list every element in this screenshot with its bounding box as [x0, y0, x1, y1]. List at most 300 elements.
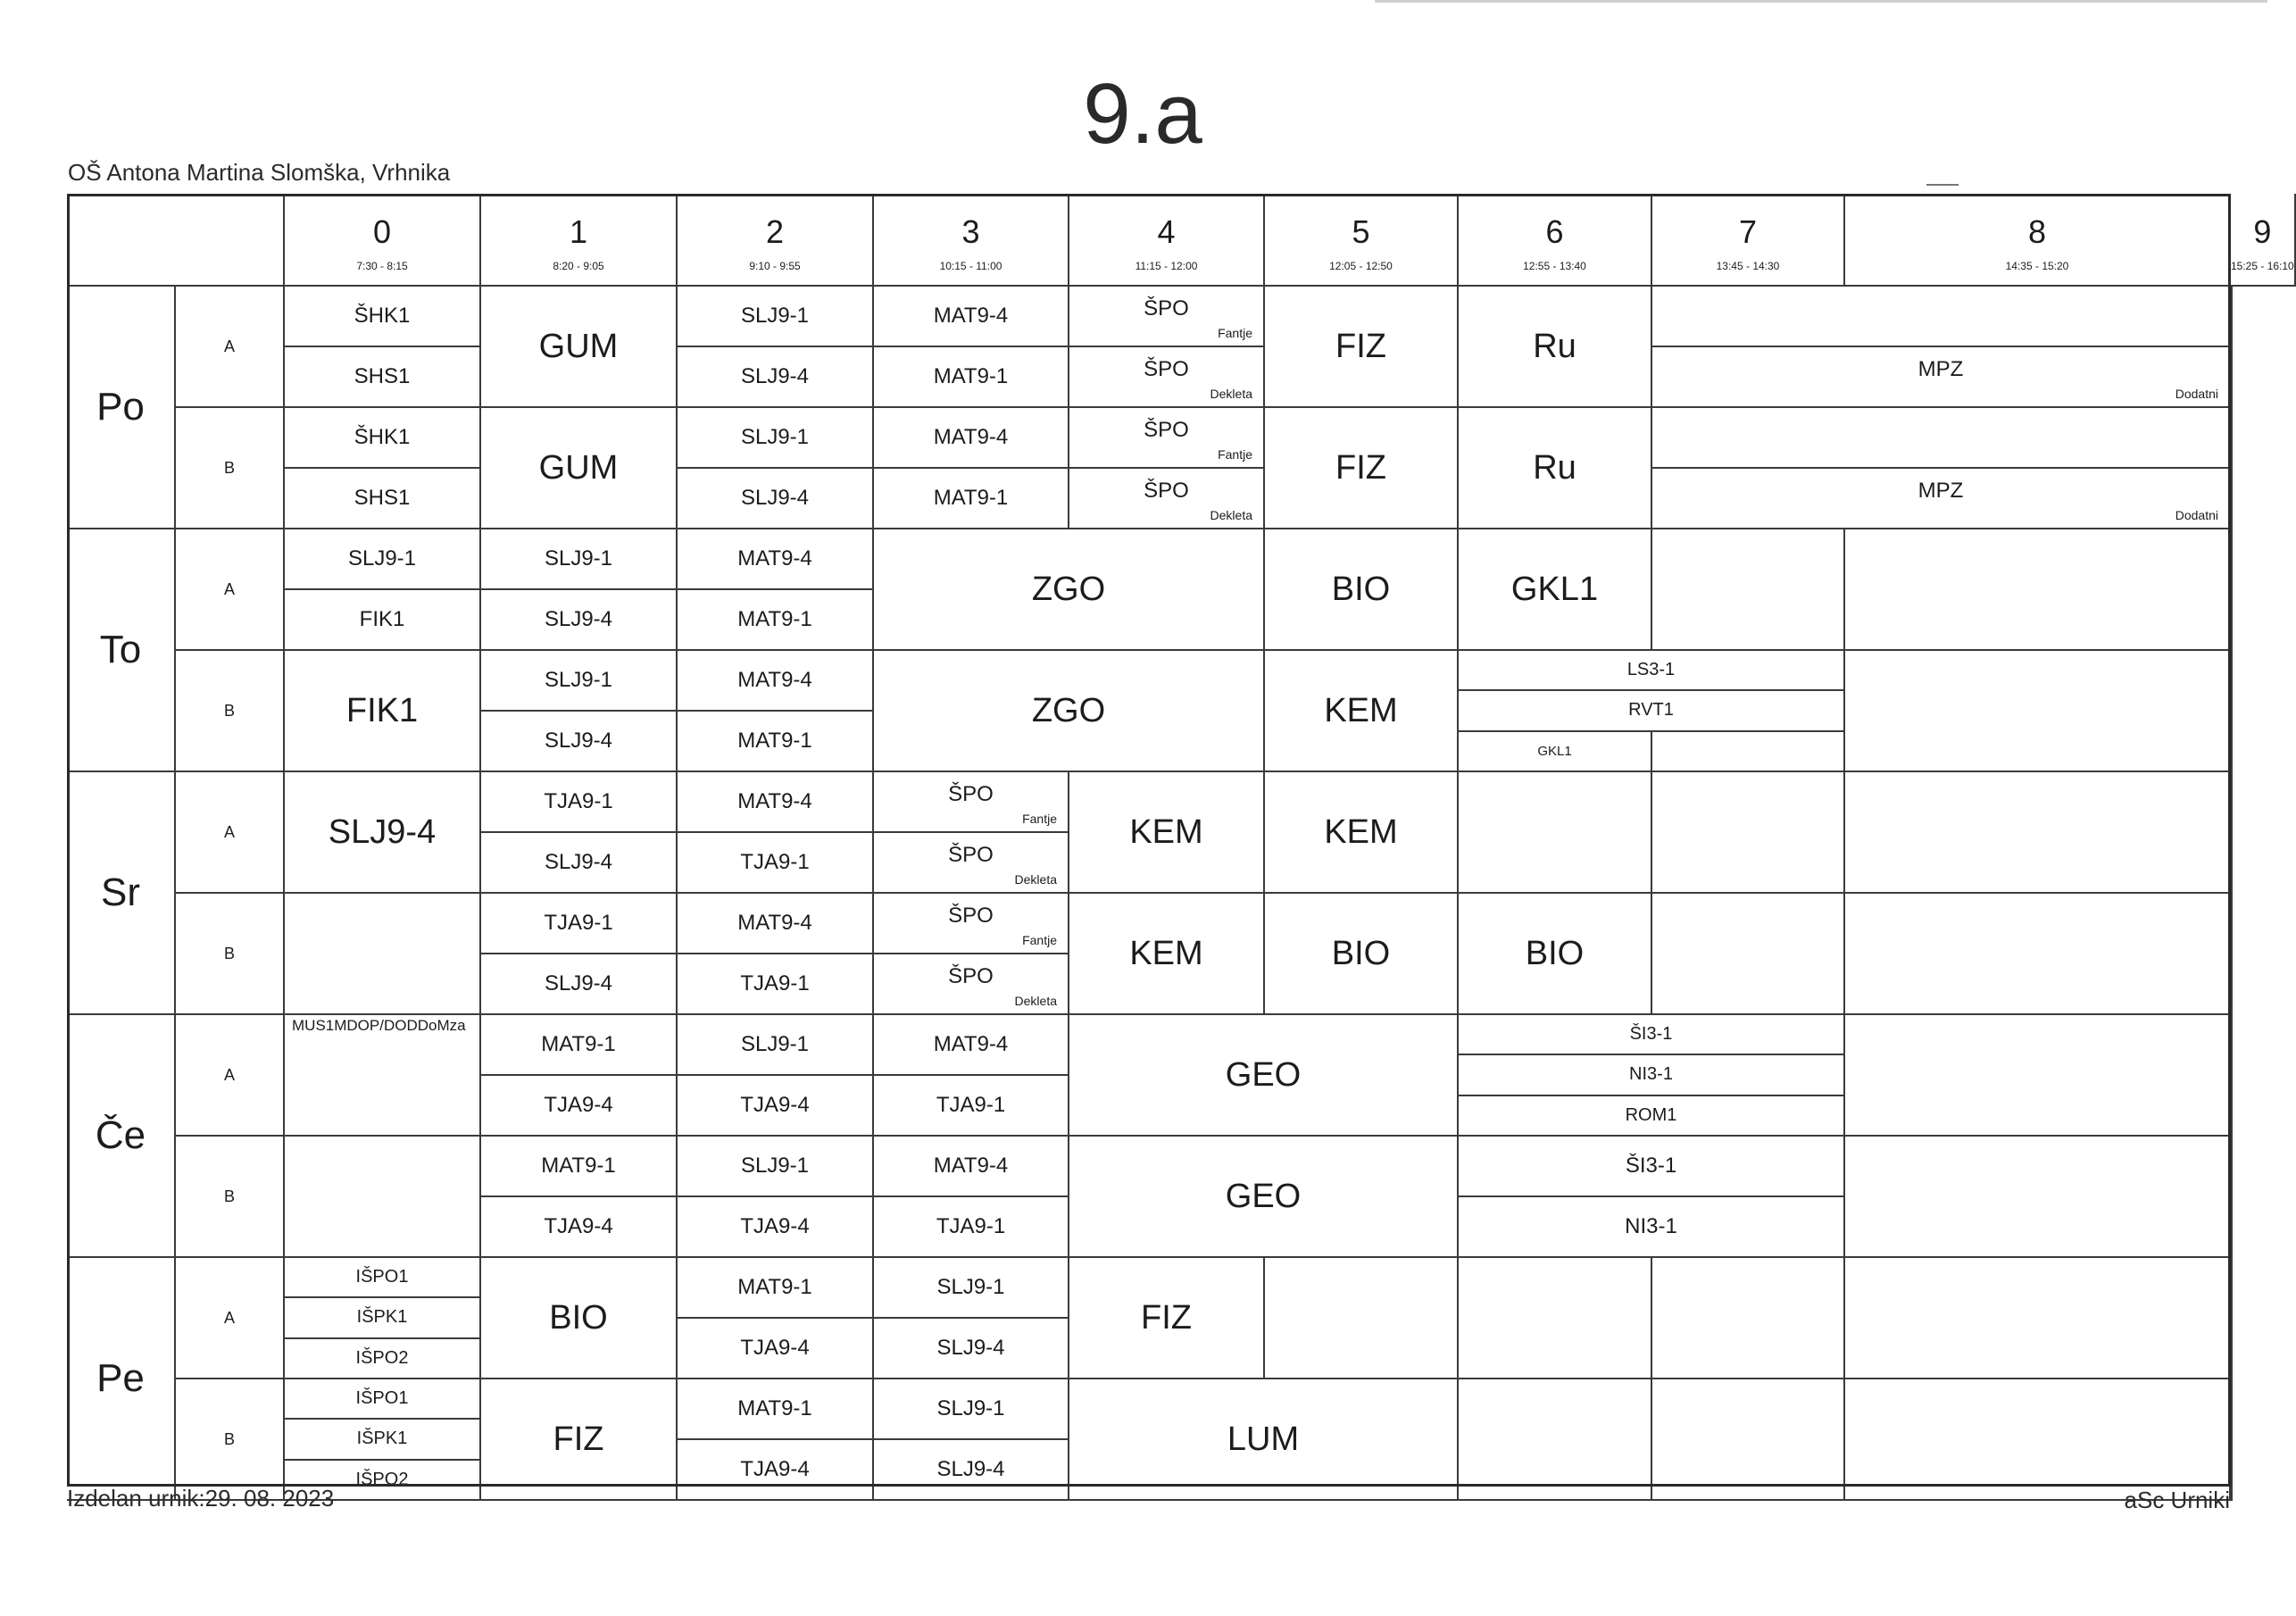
week-label	[176, 651, 285, 772]
lesson-subject: GUM	[538, 448, 619, 487]
week-letter: B	[223, 944, 235, 962]
lesson-spo	[1069, 287, 1265, 347]
lesson-note: Dekleta	[1210, 387, 1252, 401]
lesson-subject: TJA9-4	[544, 1093, 613, 1117]
empty-slot	[1652, 1379, 1845, 1501]
lesson-subject: ŠPO	[1144, 357, 1189, 381]
lesson-subject: KEM	[1324, 691, 1398, 729]
lesson-subject: MAT9-1	[737, 1396, 812, 1420]
lesson-subject: MAT9-4	[737, 911, 812, 935]
day-name: Če	[95, 1113, 146, 1157]
lesson-mat91	[874, 469, 1069, 529]
lesson-tja94	[678, 1076, 874, 1137]
week-letter: A	[223, 1308, 235, 1327]
lesson-subject: ŠI3-1	[1625, 1154, 1677, 1178]
lesson-note: Dekleta	[1210, 508, 1252, 522]
lesson-mat91	[678, 590, 874, 651]
period-time: 12:05 - 12:50	[1329, 260, 1393, 272]
lesson-tja91	[678, 833, 874, 894]
lesson-subject: SLJ9-1	[544, 546, 613, 571]
lesson-subject: FIZ	[1335, 327, 1386, 365]
lesson-subject: SLJ9-4	[936, 1457, 1005, 1481]
lesson-subject: SLJ9-1	[740, 304, 810, 328]
lesson-subject: SLJ9-4	[544, 850, 613, 874]
lesson-subject: SLJ9-4	[544, 971, 613, 995]
lesson-subject: MAT9-1	[933, 364, 1009, 388]
empty-slot	[1845, 1379, 2231, 1501]
empty-slot	[1459, 1258, 1652, 1379]
lesson-subject: MAT9-4	[737, 546, 812, 571]
lesson-subject: IŠPO1	[355, 1267, 409, 1287]
lesson-kem	[1265, 772, 1459, 894]
lesson-subject: GKL1	[1537, 743, 1572, 759]
lesson-fiz	[481, 1379, 678, 1501]
lesson-tja91	[874, 1197, 1069, 1258]
lesson-kem	[1069, 894, 1265, 1015]
lesson-slj91	[874, 1258, 1069, 1319]
period-time: 9:10 - 9:55	[749, 260, 801, 272]
lesson-slj91	[285, 529, 481, 590]
lesson-subject: IŠPO1	[355, 1388, 409, 1409]
lesson-mat94	[874, 408, 1069, 469]
lesson-slj94	[874, 1440, 1069, 1501]
lesson-subject: SHS1	[354, 486, 411, 510]
lesson-subject: ŠPO	[948, 782, 994, 806]
period-time: 15:25 - 16:10	[2231, 260, 2294, 272]
lesson-bio	[1459, 894, 1652, 1015]
lesson-gkl1	[1459, 529, 1652, 651]
lesson-ispo1	[285, 1258, 481, 1298]
day-label-Sr	[67, 772, 176, 1015]
lesson-mat94	[678, 894, 874, 954]
period-header-8	[1845, 194, 2231, 287]
lesson-subject: TJA9-4	[740, 1093, 810, 1117]
lesson-slj91	[678, 1015, 874, 1076]
lesson-subject: ŠI3-1	[1629, 1024, 1673, 1045]
week-letter: B	[223, 1429, 235, 1448]
week-letter: A	[223, 822, 235, 841]
period-header-7	[1652, 194, 1845, 287]
lesson-subject: FIZ	[1335, 448, 1386, 487]
day-label-Pe	[67, 1258, 176, 1501]
lesson-subject: TJA9-4	[740, 1336, 810, 1360]
lesson-slj91	[481, 651, 678, 712]
lesson-subject: MPZ	[1917, 479, 1964, 503]
period-header-4	[1069, 194, 1265, 287]
lesson-slj91	[678, 287, 874, 347]
timetable-grid	[67, 194, 2294, 1489]
lesson-subject: TJA9-1	[740, 971, 810, 995]
lesson-fiz	[1265, 408, 1459, 529]
lesson-bio	[1265, 894, 1459, 1015]
class-title: 9.a	[1083, 66, 1202, 162]
lesson-ru	[1459, 408, 1652, 529]
period-time: 13:45 - 14:30	[1716, 260, 1780, 272]
empty-slot	[1845, 529, 2231, 651]
school-name: OŠ Antona Martina Slomška, Vrhnika	[68, 159, 451, 186]
lesson-subject: TJA9-4	[740, 1214, 810, 1238]
lesson-subject: MAT9-4	[933, 304, 1009, 328]
week-letter: B	[223, 458, 235, 477]
lesson-spo	[1069, 347, 1265, 408]
period-header-5	[1265, 194, 1459, 287]
lesson-subject: TJA9-1	[936, 1214, 1006, 1238]
week-letter: B	[223, 1187, 235, 1205]
lesson-subject: SLJ9-4	[328, 812, 437, 851]
empty-slot	[1652, 287, 2231, 347]
lesson-subject: SLJ9-1	[740, 425, 810, 449]
lesson-tja94	[481, 1197, 678, 1258]
day-name: Po	[96, 385, 145, 429]
week-label	[176, 1015, 285, 1137]
period-header-3	[874, 194, 1069, 287]
lesson-subject: ŠHK1	[354, 425, 411, 449]
lesson-spo	[874, 833, 1069, 894]
lesson-note: Dodatni	[2175, 387, 2218, 401]
day-label-Če	[67, 1015, 176, 1258]
lesson-spo	[874, 954, 1069, 1015]
period-header-6	[1459, 194, 1652, 287]
lesson-slj94	[678, 347, 874, 408]
lesson-ni31	[1459, 1055, 1845, 1095]
empty-slot	[1652, 1258, 1845, 1379]
empty-slot	[1459, 1379, 1652, 1501]
lesson-subject: MAT9-1	[737, 607, 812, 631]
empty-slot	[285, 1137, 481, 1258]
lesson-slj94	[285, 772, 481, 894]
period-number: 2	[765, 213, 785, 250]
lesson-spo	[1069, 408, 1265, 469]
lesson-geo	[1069, 1137, 1459, 1258]
lesson-subject: BIO	[549, 1298, 608, 1337]
lesson-mat91	[678, 712, 874, 772]
empty-slot	[1652, 894, 1845, 1015]
day-name: Pe	[96, 1356, 145, 1400]
empty-slot	[1652, 732, 1845, 772]
lesson-zgo	[874, 651, 1265, 772]
lesson-shk1	[285, 408, 481, 469]
lesson-subject: ROM1	[1625, 1104, 1677, 1125]
lesson-subject: MAT9-1	[541, 1032, 616, 1056]
scan-edge-line	[1375, 0, 2267, 3]
lesson-slj91	[678, 1137, 874, 1197]
lesson-subject: SLJ9-1	[347, 546, 417, 571]
lesson-subject: MAT9-4	[737, 668, 812, 692]
lesson-note: Fantje	[1022, 933, 1057, 947]
lesson-subject: MPZ	[1917, 357, 1964, 381]
lesson-subject: MUS1MDOP/DODDoMza	[292, 1017, 466, 1034]
empty-slot	[2231, 894, 2233, 1015]
empty-slot	[1845, 1015, 2231, 1137]
empty-slot	[1845, 1137, 2231, 1258]
lesson-mat94	[678, 651, 874, 712]
lesson-slj94	[678, 469, 874, 529]
lesson-mpz	[1652, 347, 2231, 408]
week-letter: A	[223, 579, 235, 598]
lesson-mat91	[874, 347, 1069, 408]
lesson-subject: KEM	[1129, 934, 1203, 972]
lesson-subject: MAT9-1	[933, 486, 1009, 510]
lesson-subject: ŠPO	[1144, 479, 1189, 503]
period-time: 10:15 - 11:00	[939, 260, 1002, 272]
lesson-subject: Ru	[1533, 327, 1576, 365]
empty-slot	[1459, 772, 1652, 894]
lesson-subject: MAT9-4	[933, 1032, 1009, 1056]
lesson-ls31	[1459, 651, 1845, 691]
empty-slot	[2231, 1258, 2233, 1379]
lesson-mat94	[874, 1137, 1069, 1197]
lesson-subject: MAT9-1	[737, 1275, 812, 1299]
lesson-fiz	[1265, 287, 1459, 408]
lesson-note: Dekleta	[1014, 872, 1057, 887]
lesson-mat91	[678, 1379, 874, 1440]
lesson-subject: BIO	[1525, 934, 1585, 972]
lesson-subject: MAT9-1	[541, 1154, 616, 1178]
lesson-subject: SLJ9-1	[936, 1396, 1005, 1420]
week-label	[176, 529, 285, 651]
empty-slot	[1652, 529, 1845, 651]
period-number: 7	[1738, 213, 1758, 250]
lesson-slj91	[678, 408, 874, 469]
lesson-subject: NI3-1	[1625, 1214, 1677, 1238]
lesson-mat94	[874, 1015, 1069, 1076]
day-name: To	[99, 628, 142, 671]
period-time: 7:30 - 8:15	[356, 260, 408, 272]
scan-mark	[1926, 184, 1959, 186]
lesson-shs1	[285, 347, 481, 408]
period-number: 1	[569, 213, 588, 250]
created-date: Izdelan urnik:29. 08. 2023	[67, 1485, 335, 1512]
lesson-subject: MAT9-4	[933, 425, 1009, 449]
lesson-mat94	[678, 772, 874, 833]
lesson-mat91	[481, 1015, 678, 1076]
lesson-subject: SLJ9-4	[740, 364, 810, 388]
lesson-kem	[1069, 772, 1265, 894]
period-number: 3	[961, 213, 980, 250]
lesson-subject: TJA9-1	[544, 789, 613, 813]
lesson-rvt1	[1459, 691, 1845, 731]
period-header-1	[481, 194, 678, 287]
lesson-ru	[1459, 287, 1652, 408]
week-letter: A	[223, 337, 235, 355]
lesson-subject: NI3-1	[1629, 1064, 1673, 1085]
lesson-mat91	[678, 1258, 874, 1319]
lesson-subject: SLJ9-4	[740, 486, 810, 510]
empty-slot	[2231, 772, 2233, 894]
lesson-subject: FIK1	[359, 607, 405, 631]
lesson-subject: LUM	[1227, 1420, 1300, 1458]
lesson-gum	[481, 287, 678, 408]
lesson-subject: BIO	[1331, 570, 1391, 608]
lesson-subject: MAT9-1	[737, 729, 812, 753]
empty-slot	[2231, 287, 2233, 408]
week-label	[176, 1137, 285, 1258]
lesson-subject: SLJ9-1	[544, 668, 613, 692]
empty-slot	[1652, 772, 1845, 894]
lesson-mat91	[481, 1137, 678, 1197]
lesson-spo	[874, 772, 1069, 833]
lesson-subject: IŠPK1	[356, 1307, 408, 1328]
empty-slot	[285, 894, 481, 1015]
lesson-slj94	[874, 1319, 1069, 1379]
period-header-0	[285, 194, 481, 287]
period-number: 0	[372, 213, 392, 250]
lesson-subject: SLJ9-4	[544, 729, 613, 753]
lesson-subject: ŠHK1	[354, 304, 411, 328]
empty-slot	[2231, 1379, 2233, 1501]
lesson-subject: ZGO	[1031, 691, 1106, 729]
lesson-subject: GKL1	[1510, 570, 1599, 608]
week-label	[176, 894, 285, 1015]
empty-slot	[1845, 772, 2231, 894]
lesson-note: Dekleta	[1014, 994, 1057, 1008]
lesson-spo	[874, 894, 1069, 954]
lesson-note: Dodatni	[2175, 508, 2218, 522]
week-label	[176, 287, 285, 408]
period-number: 8	[2027, 213, 2047, 250]
lesson-subject: GEO	[1225, 1177, 1302, 1215]
lesson-subject: LS3-1	[1626, 660, 1676, 680]
lesson-subject: KEM	[1324, 812, 1398, 851]
lesson-rom1	[1459, 1096, 1845, 1137]
lesson-fiz	[1069, 1258, 1265, 1379]
period-number: 9	[2253, 213, 2272, 250]
lesson-subject: SLJ9-1	[740, 1154, 810, 1178]
week-label	[176, 772, 285, 894]
period-time: 11:15 - 12:00	[1135, 260, 1198, 272]
lesson-subject: SLJ9-1	[740, 1032, 810, 1056]
week-label	[176, 1379, 285, 1501]
lesson-slj94	[481, 833, 678, 894]
empty-slot	[1845, 1258, 2231, 1379]
lesson-subject: RVT1	[1628, 700, 1674, 721]
day-label-To	[67, 529, 176, 772]
empty-slot	[2231, 1137, 2233, 1258]
empty-slot	[1845, 651, 2231, 772]
lesson-subject: MAT9-4	[933, 1154, 1009, 1178]
lesson-subject: FIK1	[345, 691, 419, 729]
lesson-subject: SHS1	[354, 364, 411, 388]
lesson-subject: MAT9-4	[737, 789, 812, 813]
lesson-tja94	[678, 1197, 874, 1258]
lesson-subject: TJA9-4	[740, 1457, 810, 1481]
lesson-subject: GUM	[538, 327, 619, 365]
lesson-bio	[1265, 529, 1459, 651]
period-time: 8:20 - 9:05	[553, 260, 604, 272]
lesson-subject: SLJ9-1	[936, 1275, 1005, 1299]
lesson-mat94	[874, 287, 1069, 347]
lesson-fik1	[285, 590, 481, 651]
week-label	[176, 1258, 285, 1379]
lesson-mus	[285, 1015, 481, 1137]
lesson-ispk1	[285, 1420, 481, 1460]
lesson-note: Fantje	[1218, 326, 1252, 340]
empty-slot	[2231, 529, 2233, 651]
empty-slot	[1652, 408, 2231, 469]
week-label	[176, 408, 285, 529]
lesson-shs1	[285, 469, 481, 529]
period-time: 14:35 - 15:20	[2005, 260, 2069, 272]
empty-slot	[2231, 408, 2233, 529]
lesson-subject: IŠPK1	[356, 1429, 408, 1449]
lesson-ispo1	[285, 1379, 481, 1420]
lesson-slj91	[874, 1379, 1069, 1440]
lesson-subject: ŠPO	[948, 904, 994, 928]
lesson-lum	[1069, 1379, 1459, 1501]
lesson-slj94	[481, 590, 678, 651]
lesson-si31	[1459, 1015, 1845, 1055]
lesson-subject: ŠPO	[1144, 418, 1189, 442]
period-header-2	[678, 194, 874, 287]
lesson-ni31	[1459, 1197, 1845, 1258]
lesson-subject: TJA9-1	[936, 1093, 1006, 1117]
lesson-subject: TJA9-4	[544, 1214, 613, 1238]
lesson-slj94	[481, 954, 678, 1015]
lesson-tja94	[481, 1076, 678, 1137]
lesson-shk1	[285, 287, 481, 347]
lesson-subject: SLJ9-4	[936, 1336, 1005, 1360]
lesson-subject: ŠPO	[948, 843, 994, 867]
period-number: 4	[1157, 213, 1176, 250]
lesson-note: Fantje	[1218, 447, 1252, 462]
week-letter: A	[223, 1065, 235, 1084]
empty-slot	[2231, 1015, 2233, 1137]
lesson-subject: FIZ	[1141, 1298, 1192, 1337]
lesson-tja91	[874, 1076, 1069, 1137]
lesson-mat94	[678, 529, 874, 590]
lesson-zgo	[874, 529, 1265, 651]
lesson-subject: ŠPO	[948, 964, 994, 988]
lesson-spo	[1069, 469, 1265, 529]
day-name: Sr	[101, 870, 140, 914]
lesson-subject: TJA9-1	[544, 911, 613, 935]
lesson-fik1	[285, 651, 481, 772]
lesson-note: Fantje	[1022, 812, 1057, 826]
empty-slot	[1265, 1258, 1459, 1379]
lesson-ispo2	[285, 1339, 481, 1379]
lesson-tja94	[678, 1319, 874, 1379]
lesson-subject: IŠPO2	[355, 1347, 409, 1368]
lesson-subject: ZGO	[1031, 570, 1106, 608]
lesson-si31	[1459, 1137, 1845, 1197]
period-time: 12:55 - 13:40	[1523, 260, 1586, 272]
lesson-bio	[481, 1258, 678, 1379]
lesson-ispk1	[285, 1298, 481, 1338]
lesson-mpz	[1652, 469, 2231, 529]
period-number: 6	[1545, 213, 1564, 250]
lesson-subject: IŠPO2	[355, 1469, 409, 1489]
header-corner	[67, 194, 285, 287]
empty-slot	[2231, 651, 2233, 772]
lesson-geo	[1069, 1015, 1459, 1137]
lesson-subject: Ru	[1533, 448, 1576, 487]
lesson-slj94	[481, 712, 678, 772]
lesson-gkl1	[1459, 732, 1652, 772]
software-credit: aSc Urniki	[2124, 1487, 2230, 1513]
empty-slot	[1845, 894, 2231, 1015]
lesson-subject: BIO	[1331, 934, 1391, 972]
lesson-subject: TJA9-1	[740, 850, 810, 874]
lesson-tja91	[678, 954, 874, 1015]
lesson-tja91	[481, 894, 678, 954]
lesson-kem	[1265, 651, 1459, 772]
lesson-subject: KEM	[1129, 812, 1203, 851]
period-number: 5	[1352, 213, 1370, 250]
lesson-subject: FIZ	[553, 1420, 604, 1458]
lesson-gum	[481, 408, 678, 529]
period-header-9	[2231, 194, 2296, 287]
week-letter: B	[223, 701, 235, 720]
